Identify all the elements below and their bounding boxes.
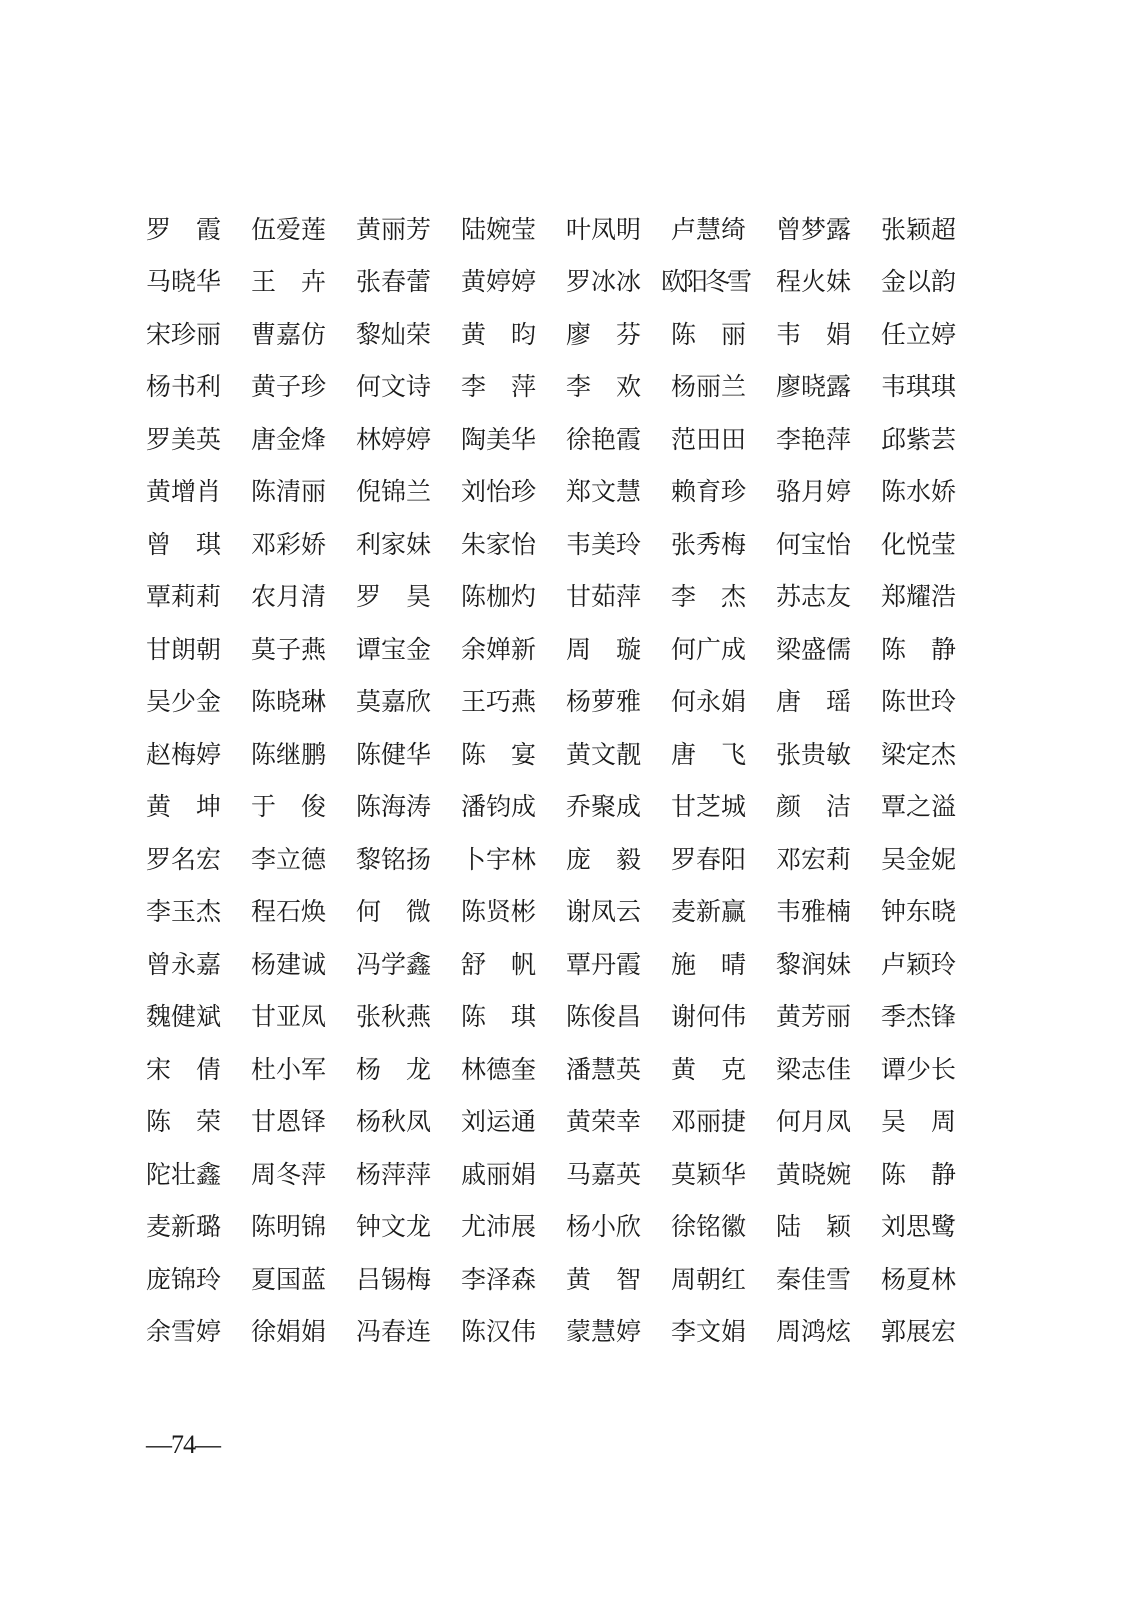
name-entry: 黄 智 <box>566 1264 642 1294</box>
name-entry: 廖晓露 <box>776 372 852 402</box>
name-entry: 唐 瑶 <box>776 687 852 717</box>
name-entry: 罗美英 <box>146 424 222 454</box>
name-entry: 黄增肖 <box>146 477 222 507</box>
name-entry: 化悦莹 <box>881 529 957 559</box>
name-entry: 黄荣幸 <box>566 1107 642 1137</box>
name-entry: 梁志佳 <box>776 1054 852 1084</box>
name-entry: 宋珍丽 <box>146 319 222 349</box>
name-entry: 覃丹霞 <box>566 949 642 979</box>
name-entry: 骆月婷 <box>776 477 852 507</box>
name-entry: 黄晓婉 <box>776 1159 852 1189</box>
name-entry: 周冬萍 <box>251 1159 327 1189</box>
name-entry: 陈 荣 <box>146 1107 222 1137</box>
name-entry: 戚丽娟 <box>461 1159 537 1189</box>
name-entry: 吴 周 <box>881 1107 957 1137</box>
name-entry: 罗春阳 <box>671 844 747 874</box>
name-entry: 陀壮鑫 <box>146 1159 222 1189</box>
name-entry: 黄子珍 <box>251 372 327 402</box>
name-entry: 利家妹 <box>356 529 432 559</box>
name-entry: 谢凤云 <box>566 897 642 927</box>
name-entry: 张贵敏 <box>776 739 852 769</box>
name-entry: 罗名宏 <box>146 844 222 874</box>
name-entry: 陈贤彬 <box>461 897 537 927</box>
name-entry: 陈汉伟 <box>461 1317 537 1347</box>
name-entry: 甘茹萍 <box>566 582 642 612</box>
name-entry: 何月凤 <box>776 1107 852 1137</box>
name-entry: 陈 静 <box>881 1159 957 1189</box>
name-entry: 李 杰 <box>671 582 747 612</box>
name-entry: 陆 颖 <box>776 1212 852 1242</box>
name-entry: 谭少长 <box>881 1054 957 1084</box>
name-entry: 乔聚成 <box>566 792 642 822</box>
name-entry: 韦雅楠 <box>776 897 852 927</box>
name-entry: 程火妹 <box>776 267 852 297</box>
name-entry: 庞 毅 <box>566 844 642 874</box>
name-entry: 甘恩铎 <box>251 1107 327 1137</box>
name-entry: 覃之溢 <box>881 792 957 822</box>
name-entry: 梁定杰 <box>881 739 957 769</box>
name-entry: 杨萝雅 <box>566 687 642 717</box>
name-entry: 卢颖玲 <box>881 949 957 979</box>
name-entry: 刘思鹭 <box>881 1212 957 1242</box>
name-entry: 谢何伟 <box>671 1002 747 1032</box>
name-entry: 陆婉莹 <box>461 214 537 244</box>
name-entry: 罗 昊 <box>356 582 432 612</box>
name-entry: 陈水娇 <box>881 477 957 507</box>
name-entry: 魏健斌 <box>146 1002 222 1032</box>
name-entry: 杨萍萍 <box>356 1159 432 1189</box>
name-entry: 冯学鑫 <box>356 949 432 979</box>
name-entry: 何 微 <box>356 897 432 927</box>
name-entry: 吴少金 <box>146 687 222 717</box>
name-entry: 马嘉英 <box>566 1159 642 1189</box>
name-entry: 卢慧绮 <box>671 214 747 244</box>
name-entry: 甘芝城 <box>671 792 747 822</box>
name-entry: 谭宝金 <box>356 634 432 664</box>
name-entry: 陈健华 <box>356 739 432 769</box>
name-entry: 唐 飞 <box>671 739 747 769</box>
name-entry: 钟东晓 <box>881 897 957 927</box>
name-entry: 陈海涛 <box>356 792 432 822</box>
name-entry: 陈世玲 <box>881 687 957 717</box>
name-entry: 罗 霞 <box>146 214 222 244</box>
name-entry: 黄芳丽 <box>776 1002 852 1032</box>
name-entry: 欧阳冬雪 <box>661 267 750 297</box>
name-entry: 陈 宴 <box>461 739 537 769</box>
name-entry: 庞锦玲 <box>146 1264 222 1294</box>
name-entry: 何永娟 <box>671 687 747 717</box>
name-entry: 李 萍 <box>461 372 537 402</box>
name-entry: 陈俊昌 <box>566 1002 642 1032</box>
name-entry: 余雪婷 <box>146 1317 222 1347</box>
name-entry: 尤沛展 <box>461 1212 537 1242</box>
name-entry: 曹嘉仿 <box>251 319 327 349</box>
name-entry: 梁盛儒 <box>776 634 852 664</box>
name-entry: 黄丽芳 <box>356 214 432 244</box>
name-entry: 黄 昀 <box>461 319 537 349</box>
name-entry: 徐娟娟 <box>251 1317 327 1347</box>
name-entry: 于 俊 <box>251 792 327 822</box>
name-entry: 卜宇林 <box>461 844 537 874</box>
name-entry: 吕锡梅 <box>356 1264 432 1294</box>
name-entry: 邱紫芸 <box>881 424 957 454</box>
name-entry: 黎润妹 <box>776 949 852 979</box>
name-entry: 莫颖华 <box>671 1159 747 1189</box>
name-entry: 冯春连 <box>356 1317 432 1347</box>
name-entry: 舒 帆 <box>461 949 537 979</box>
name-entry: 徐铭徽 <box>671 1212 747 1242</box>
name-entry: 廖 芬 <box>566 319 642 349</box>
name-entry: 罗冰冰 <box>566 267 642 297</box>
name-entry: 伍爱莲 <box>251 214 327 244</box>
name-entry: 朱家怡 <box>461 529 537 559</box>
name-entry: 夏国蓝 <box>251 1264 327 1294</box>
name-entry: 张秋燕 <box>356 1002 432 1032</box>
name-entry: 陈晓琳 <box>251 687 327 717</box>
name-entry: 金以韵 <box>881 267 957 297</box>
name-entry: 潘钧成 <box>461 792 537 822</box>
name-entry: 麦新璐 <box>146 1212 222 1242</box>
name-entry: 黎铭扬 <box>356 844 432 874</box>
name-entry: 林德奎 <box>461 1054 537 1084</box>
name-entry: 杨秋凤 <box>356 1107 432 1137</box>
name-entry: 郑文慧 <box>566 477 642 507</box>
name-entry: 余婵新 <box>461 634 537 664</box>
name-entry: 叶凤明 <box>566 214 642 244</box>
name-entry: 颜 洁 <box>776 792 852 822</box>
name-entry: 李立德 <box>251 844 327 874</box>
name-entry: 潘慧英 <box>566 1054 642 1084</box>
name-entry: 张颖超 <box>881 214 957 244</box>
name-entry: 邓彩娇 <box>251 529 327 559</box>
name-entry: 周鸿炫 <box>776 1317 852 1347</box>
name-entry: 秦佳雪 <box>776 1264 852 1294</box>
name-entry: 覃莉莉 <box>146 582 222 612</box>
name-entry: 黄文靓 <box>566 739 642 769</box>
name-entry: 邓宏莉 <box>776 844 852 874</box>
name-entry: 陈 丽 <box>671 319 747 349</box>
name-entry: 蒙慧婷 <box>566 1317 642 1347</box>
name-entry: 杨小欣 <box>566 1212 642 1242</box>
name-entry: 钟文龙 <box>356 1212 432 1242</box>
name-entry: 苏志友 <box>776 582 852 612</box>
name-entry: 陈枷灼 <box>461 582 537 612</box>
name-entry: 杨 龙 <box>356 1054 432 1084</box>
name-entry: 曾梦露 <box>776 214 852 244</box>
name-entry: 韦 娟 <box>776 319 852 349</box>
name-entry: 杜小军 <box>251 1054 327 1084</box>
name-entry: 宋 倩 <box>146 1054 222 1084</box>
name-entry: 陶美华 <box>461 424 537 454</box>
name-entry: 黎灿荣 <box>356 319 432 349</box>
name-entry: 陈明锦 <box>251 1212 327 1242</box>
name-entry: 范田田 <box>671 424 747 454</box>
name-entry: 李艳萍 <box>776 424 852 454</box>
name-entry: 杨夏林 <box>881 1264 957 1294</box>
name-entry: 林婷婷 <box>356 424 432 454</box>
name-entry: 韦美玲 <box>566 529 642 559</box>
name-entry: 张秀梅 <box>671 529 747 559</box>
name-entry: 莫嘉欣 <box>356 687 432 717</box>
name-entry: 黄 坤 <box>146 792 222 822</box>
name-entry: 倪锦兰 <box>356 477 432 507</box>
name-entry: 何文诗 <box>356 372 432 402</box>
name-entry: 农月清 <box>251 582 327 612</box>
name-entry: 杨建诚 <box>251 949 327 979</box>
name-entry: 赵梅婷 <box>146 739 222 769</box>
name-entry: 陈继鹏 <box>251 739 327 769</box>
name-entry: 杨丽兰 <box>671 372 747 402</box>
page-number: —74— <box>146 1430 220 1459</box>
name-entry: 陈 琪 <box>461 1002 537 1032</box>
name-entry: 张春蕾 <box>356 267 432 297</box>
name-entry: 李玉杰 <box>146 897 222 927</box>
name-entry: 徐艳霞 <box>566 424 642 454</box>
name-entry: 李文娟 <box>671 1317 747 1347</box>
name-entry: 马晓华 <box>146 267 222 297</box>
name-entry: 王 卉 <box>251 267 327 297</box>
name-entry: 甘亚凤 <box>251 1002 327 1032</box>
name-entry: 曾永嘉 <box>146 949 222 979</box>
name-entry: 吴金妮 <box>881 844 957 874</box>
name-entry: 周 璇 <box>566 634 642 664</box>
name-entry: 郑耀浩 <box>881 582 957 612</box>
name-entry: 季杰锋 <box>881 1002 957 1032</box>
name-entry: 莫子燕 <box>251 634 327 664</box>
name-entry: 郭展宏 <box>881 1317 957 1347</box>
name-entry: 刘运通 <box>461 1107 537 1137</box>
name-entry: 陈清丽 <box>251 477 327 507</box>
name-entry: 邓丽捷 <box>671 1107 747 1137</box>
name-entry: 王巧燕 <box>461 687 537 717</box>
name-entry: 唐金烽 <box>251 424 327 454</box>
name-entry: 甘朗朝 <box>146 634 222 664</box>
name-entry: 施 晴 <box>671 949 747 979</box>
name-entry: 杨书利 <box>146 372 222 402</box>
name-entry: 程石焕 <box>251 897 327 927</box>
name-entry: 陈 静 <box>881 634 957 664</box>
name-entry: 韦琪琪 <box>881 372 957 402</box>
name-entry: 李泽森 <box>461 1264 537 1294</box>
name-entry: 赖育珍 <box>671 477 747 507</box>
name-entry: 曾 琪 <box>146 529 222 559</box>
name-entry: 黄 克 <box>671 1054 747 1084</box>
name-entry: 李 欢 <box>566 372 642 402</box>
name-entry: 刘怡珍 <box>461 477 537 507</box>
name-entry: 何宝怡 <box>776 529 852 559</box>
name-entry: 任立婷 <box>881 319 957 349</box>
name-entry: 麦新赢 <box>671 897 747 927</box>
name-entry: 何广成 <box>671 634 747 664</box>
name-entry: 黄婷婷 <box>461 267 537 297</box>
name-entry: 周朝红 <box>671 1264 747 1294</box>
name-list <box>146 203 986 1358</box>
